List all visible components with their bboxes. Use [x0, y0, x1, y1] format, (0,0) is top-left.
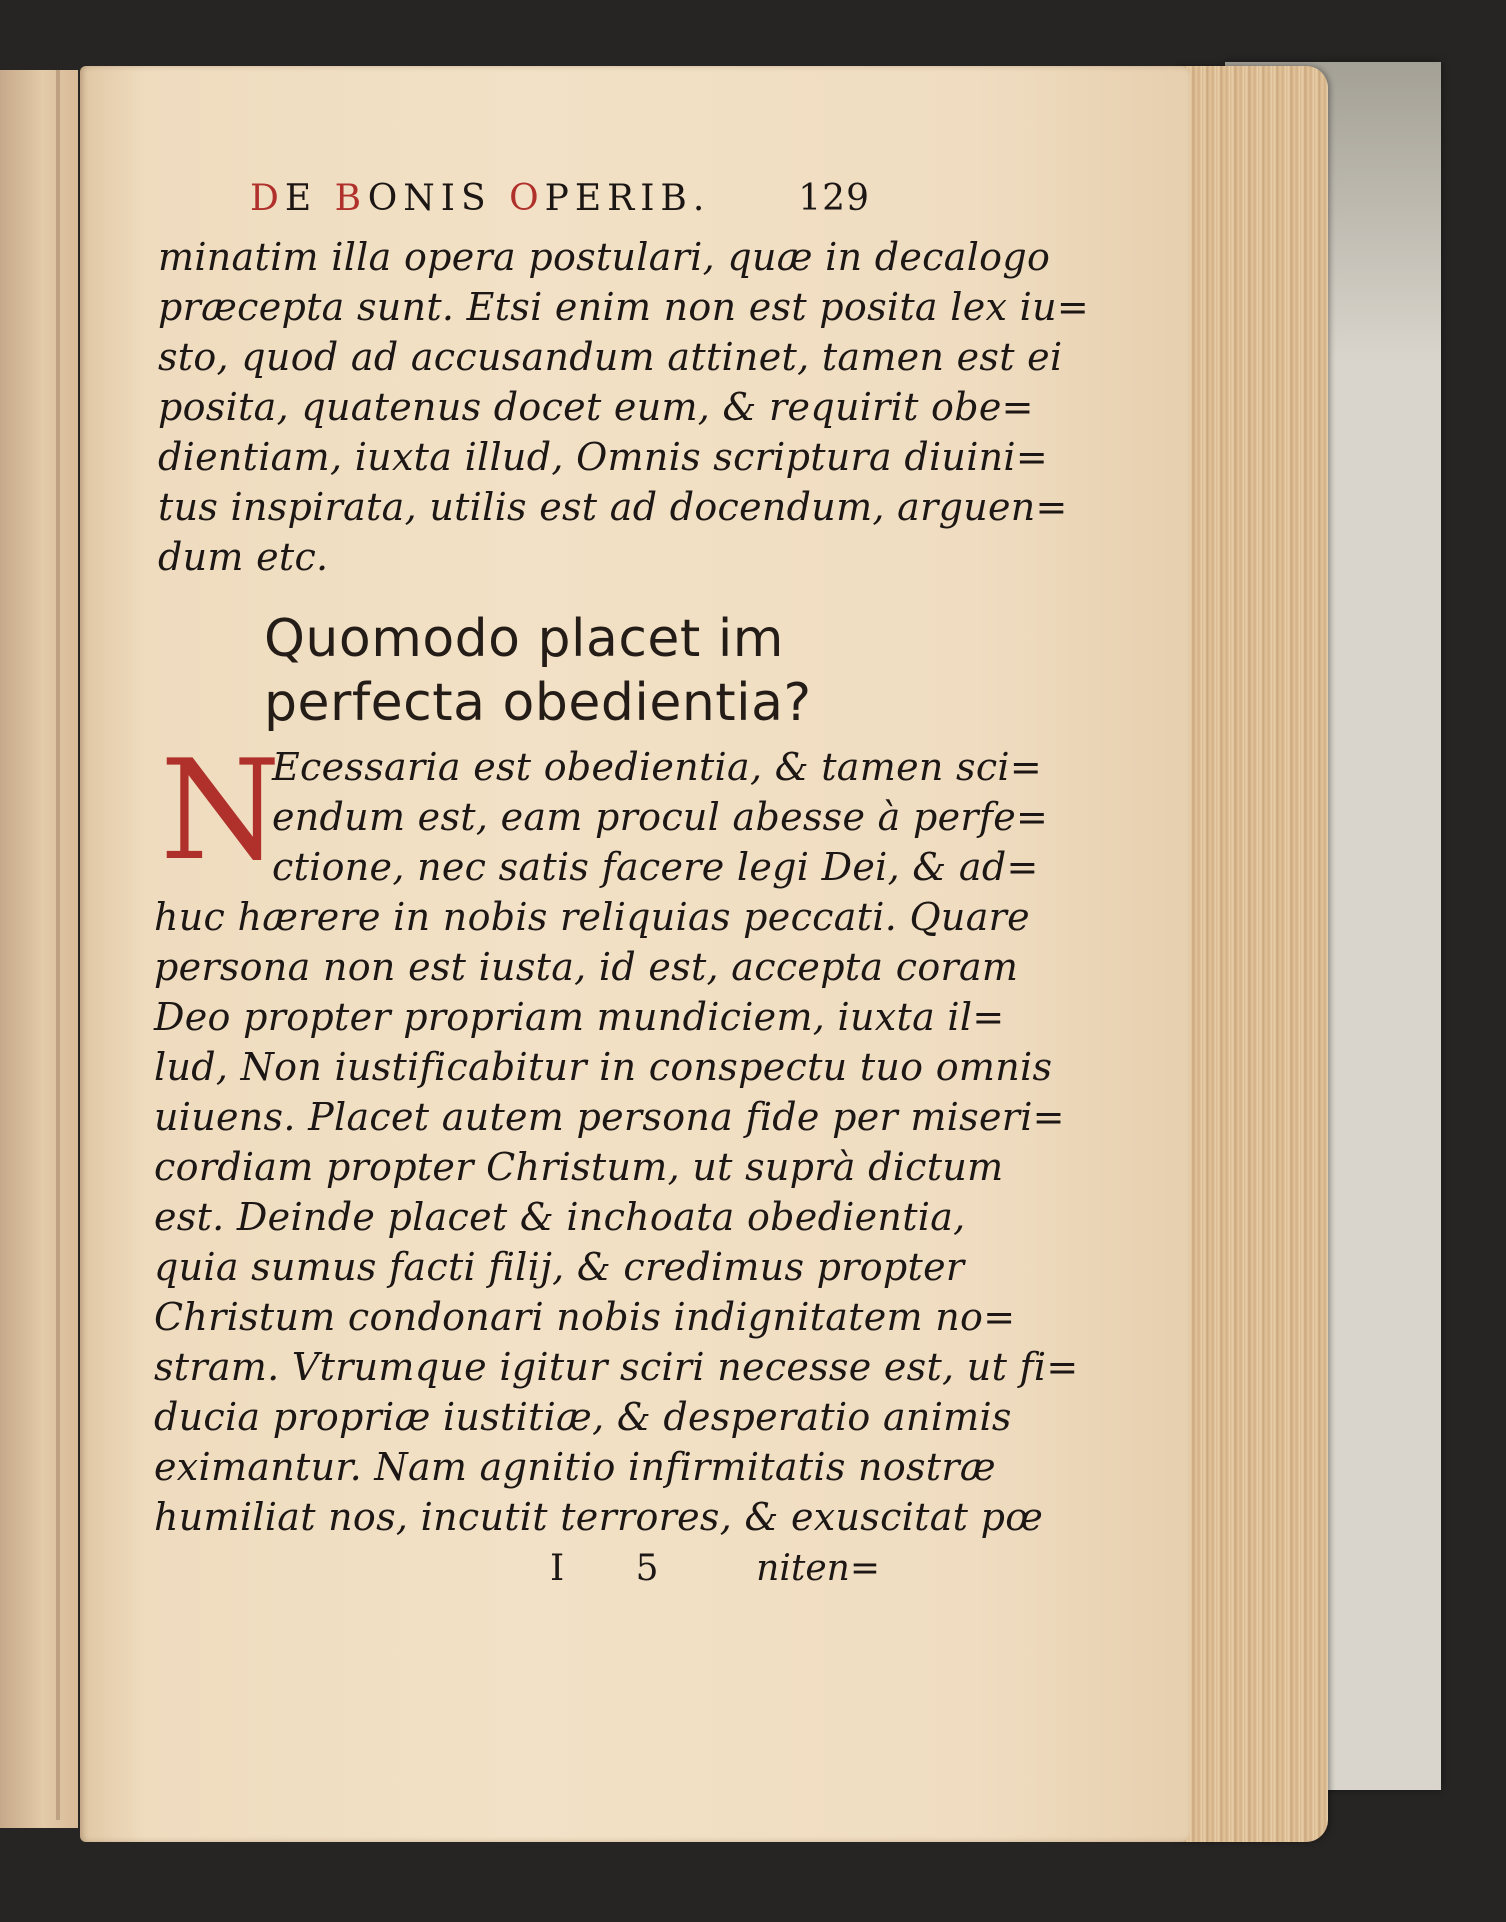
drop-cap: N — [160, 730, 281, 891]
text-line: ctione, nec satis facere legi Dei, & ad= — [272, 845, 1039, 889]
text-line: ducia propriæ iustitiæ, & desperatio animis — [154, 1395, 1012, 1439]
header-word-3: PERIB. — [544, 178, 711, 219]
header-word-1: E — [284, 178, 335, 219]
header-initial-3: O — [509, 178, 545, 219]
signature-mark: I 5 — [550, 1548, 689, 1589]
text-line: huc hærere in nobis reliquias peccati. Quare — [154, 895, 1030, 939]
page-number: 129 — [798, 178, 870, 219]
text-line: Deo propter propriam mundiciem, iuxta il= — [154, 995, 1005, 1039]
text-line: præcepta sunt. Etsi enim non est posita lex iu= — [158, 285, 1089, 329]
text-line: sto, quod ad accusandum attinet, tamen est ei — [158, 335, 1063, 379]
header-initial-1: D — [250, 178, 285, 219]
text-line: dientiam, iuxta illud, Omnis scriptura diuini= — [158, 435, 1049, 479]
text-line: cordiam propter Christum, ut suprà dictum — [154, 1145, 1004, 1189]
header-initial-2: B — [334, 178, 368, 219]
text-line: tus inspirata, utilis est ad docendum, arguen= — [158, 485, 1068, 529]
text-line: uiuens. Placet autem persona fide per miseri= — [154, 1095, 1065, 1139]
section-heading-line-2: perfecta obedientia? — [264, 673, 812, 733]
text-line: stram. Vtrumque igitur sciri necesse est, ut fi= — [154, 1345, 1079, 1389]
text-line: humiliat nos, incutit terrores, & exuscitat pœ — [154, 1495, 1044, 1539]
section-heading-line-1: Quomodo placet im — [264, 609, 784, 669]
text-line: persona non est iusta, id est, accepta coram — [154, 945, 1019, 989]
text-line: lud, Non iustificabitur in conspectu tuo omnis — [154, 1045, 1053, 1089]
text-line: posita, quatenus docet eum, & requirit obe= — [158, 385, 1034, 429]
text-line: Christum condonari nobis indignitatem no= — [154, 1295, 1016, 1339]
text-line: Ecessaria est obedientia, & tamen sci= — [272, 745, 1043, 789]
header-word-2: ONIS — [367, 178, 510, 219]
text-line: eximantur. Nam agnitio infirmitatis nostræ — [154, 1445, 996, 1489]
text-line: minatim illa opera postulari, quæ in decalogo — [158, 235, 1051, 279]
text-line: endum est, eam procul abesse à perfe= — [272, 795, 1049, 839]
running-header — [250, 178, 870, 219]
catchword: niten= — [756, 1548, 880, 1589]
text-line: quia sumus facti filij, & credimus propter — [154, 1245, 965, 1289]
text-line: dum etc. — [158, 535, 329, 579]
text-line: est. Deinde placet & inchoata obedientia, — [154, 1195, 966, 1239]
